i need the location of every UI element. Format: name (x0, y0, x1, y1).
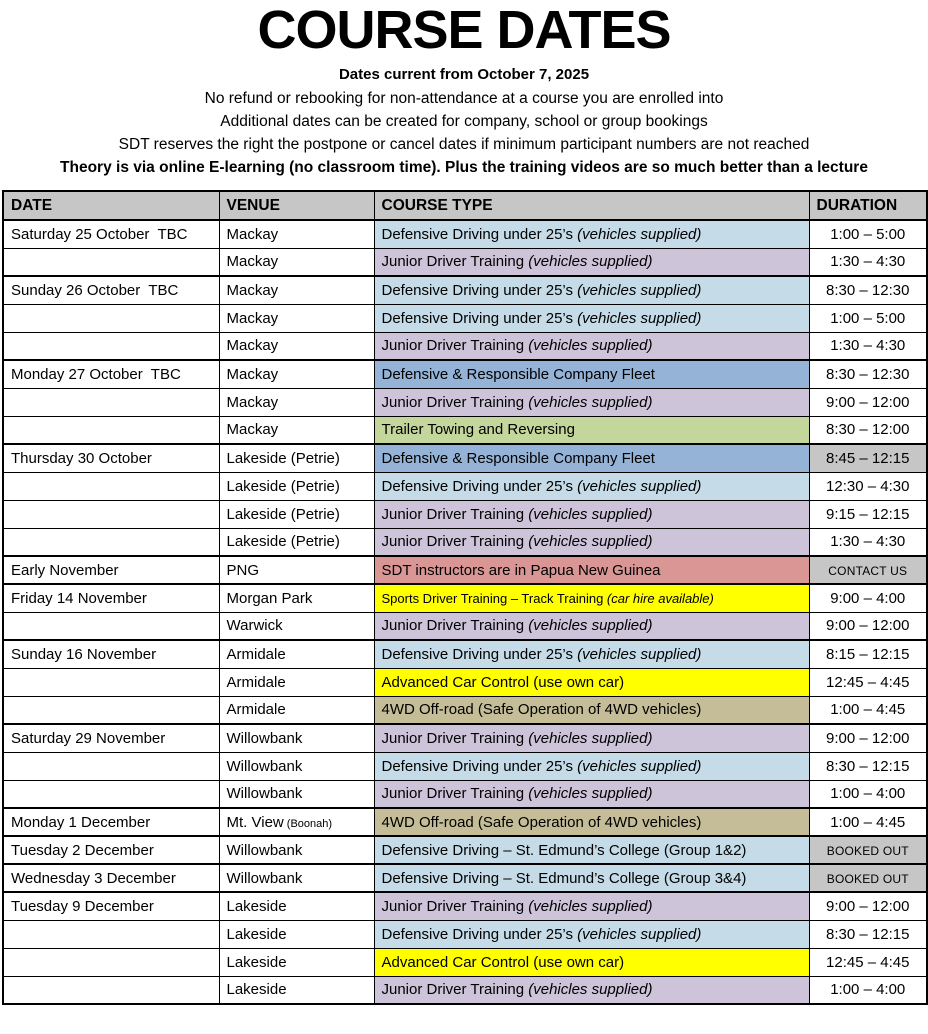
table-row (3, 360, 927, 388)
table-row (3, 864, 927, 892)
course-type-italic-text: (vehicles supplied) (573, 281, 702, 299)
course-type-text: Defensive Driving under 25’s (381, 477, 573, 495)
duration-text: BOOKED OUT (826, 843, 909, 858)
course-type-text: 4WD Off-road (Safe Operation of 4WD vehicles) (381, 701, 702, 719)
course-type-text: Junior Driver Training (381, 617, 525, 635)
course-type-text: Junior Driver Training (381, 505, 525, 523)
course-type-text: Defensive & Responsible Company Fleet (381, 365, 655, 383)
duration-text: 12:45 – 4:45 (826, 953, 910, 971)
course-type-cell (374, 276, 809, 304)
course-type-italic-text: (car hire available) (603, 590, 714, 606)
course-type-italic-text: (vehicles supplied) (524, 617, 653, 635)
table-row (3, 892, 927, 920)
duration-cell (809, 248, 927, 276)
duration-cell (809, 640, 927, 668)
venue-text: Mackay (226, 393, 279, 411)
table-row (3, 752, 927, 780)
duration-cell (809, 780, 927, 808)
course-type-cell (374, 724, 809, 752)
duration-cell (809, 304, 927, 332)
course-type-italic-text: (vehicles supplied) (573, 925, 702, 943)
venue-text: Lakeside (Petrie) (226, 449, 340, 467)
course-type-cell (374, 696, 809, 724)
venue-cell (219, 248, 374, 276)
note-additional-dates: Additional dates can be created for company, school or group bookings (220, 113, 708, 130)
venue-text: Mackay (226, 365, 279, 383)
table-row (3, 640, 927, 668)
venue-cell (219, 836, 374, 864)
course-type-cell (374, 528, 809, 556)
venue-text: Willowbank (226, 757, 303, 775)
date-cell (3, 780, 219, 808)
duration-text: 9:00 – 4:00 (830, 589, 906, 607)
date-text: Monday 1 December (11, 813, 151, 831)
date-cell (3, 332, 219, 360)
table-row (3, 220, 927, 248)
venue-text: Lakeside (226, 925, 287, 943)
duration-cell (809, 612, 927, 640)
date-cell (3, 528, 219, 556)
effective-date-line: Dates current from October 7, 2025 (338, 66, 590, 83)
venue-cell (219, 416, 374, 444)
course-type-cell (374, 220, 809, 248)
venue-cell (219, 220, 374, 248)
course-type-italic-text: (vehicles supplied) (524, 393, 653, 411)
table-header (3, 191, 927, 220)
date-text: Tuesday 2 December (11, 841, 154, 859)
date-text: Saturday 29 November (11, 729, 166, 747)
venue-text: Armidale (226, 673, 286, 691)
venue-cell (219, 864, 374, 892)
duration-text: BOOKED OUT (826, 871, 909, 886)
course-type-text: Junior Driver Training (381, 533, 525, 551)
duration-cell (809, 528, 927, 556)
duration-cell (809, 556, 927, 584)
duration-text: 1:30 – 4:30 (830, 253, 906, 271)
venue-text: Mackay (226, 337, 279, 355)
course-type-cell (374, 416, 809, 444)
table-row (3, 248, 927, 276)
duration-cell (809, 864, 927, 892)
venue-cell (219, 584, 374, 612)
venue-text: Warwick (226, 617, 283, 635)
date-cell (3, 444, 219, 472)
venue-cell (219, 276, 374, 304)
date-cell (3, 220, 219, 248)
course-type-text: Defensive Driving under 25’s (381, 281, 573, 299)
column-header-duration: DURATION (809, 191, 927, 220)
course-type-italic-text: (vehicles supplied) (524, 505, 653, 523)
course-type-cell (374, 976, 809, 1004)
duration-cell (809, 584, 927, 612)
date-cell (3, 416, 219, 444)
course-type-cell (374, 836, 809, 864)
venue-cell (219, 668, 374, 696)
duration-text: CONTACT US (828, 563, 908, 578)
duration-cell (809, 220, 927, 248)
date-cell (3, 556, 219, 584)
duration-text: 1:30 – 4:30 (830, 533, 906, 551)
date-text: Friday 14 November (11, 589, 147, 607)
venue-cell (219, 556, 374, 584)
duration-text: 8:15 – 12:15 (826, 645, 910, 663)
table-row (3, 500, 927, 528)
venue-cell (219, 444, 374, 472)
duration-text: 1:00 – 5:00 (830, 225, 906, 243)
course-type-cell (374, 304, 809, 332)
table-row (3, 304, 927, 332)
duration-text: 1:00 – 5:00 (830, 309, 906, 327)
course-type-text: Defensive Driving under 25’s (381, 757, 573, 775)
date-text: Sunday 16 November (11, 645, 157, 663)
duration-cell (809, 388, 927, 416)
duration-cell (809, 892, 927, 920)
course-type-text: Junior Driver Training (381, 253, 525, 271)
venue-text: Willowbank (226, 869, 303, 887)
duration-cell (809, 360, 927, 388)
course-type-cell (374, 920, 809, 948)
table-body (3, 220, 927, 1004)
page-header (0, 0, 928, 179)
venue-text: Mt. View (226, 813, 284, 831)
venue-text: Mackay (226, 421, 279, 439)
date-text: Saturday 25 October TBC (11, 225, 188, 243)
course-type-italic-text: (vehicles supplied) (524, 533, 653, 551)
venue-text: Lakeside (Petrie) (226, 533, 340, 551)
course-type-text: Trailer Towing and Reversing (381, 421, 575, 439)
course-dates-table (2, 190, 928, 1005)
venue-text: Lakeside (226, 897, 287, 915)
duration-text: 12:45 – 4:45 (826, 673, 910, 691)
date-text: Monday 27 October TBC (11, 365, 181, 383)
venue-cell (219, 976, 374, 1004)
course-type-text: Defensive & Responsible Company Fleet (381, 449, 655, 467)
duration-text: 9:00 – 12:00 (826, 617, 910, 635)
duration-text: 12:30 – 4:30 (826, 477, 910, 495)
duration-cell (809, 668, 927, 696)
date-cell (3, 640, 219, 668)
page-title: COURSE DATES (257, 0, 671, 60)
duration-text: 8:30 – 12:15 (826, 925, 910, 943)
venue-cell (219, 948, 374, 976)
table-row (3, 332, 927, 360)
venue-cell (219, 920, 374, 948)
duration-text: 1:00 – 4:00 (830, 785, 906, 803)
course-type-cell (374, 612, 809, 640)
venue-cell (219, 360, 374, 388)
venue-text: Lakeside (Petrie) (226, 505, 340, 523)
duration-text: 1:00 – 4:45 (830, 813, 906, 831)
course-type-text: Defensive Driving under 25’s (381, 645, 573, 663)
venue-text: Armidale (226, 645, 286, 663)
course-type-text: Defensive Driving under 25’s (381, 225, 573, 243)
course-type-italic-text: (vehicles supplied) (524, 897, 653, 915)
table-row (3, 556, 927, 584)
table-row (3, 780, 927, 808)
table-row (3, 920, 927, 948)
date-cell (3, 696, 219, 724)
course-type-cell (374, 248, 809, 276)
duration-cell (809, 948, 927, 976)
table-row (3, 724, 927, 752)
course-type-text: Defensive Driving under 25’s (381, 309, 573, 327)
table-row (3, 388, 927, 416)
table-row (3, 444, 927, 472)
duration-cell (809, 920, 927, 948)
course-type-text: Defensive Driving – St. Edmund’s College (Group 1&2) (381, 841, 747, 859)
duration-cell (809, 976, 927, 1004)
duration-text: 1:00 – 4:45 (830, 701, 906, 719)
duration-cell (809, 696, 927, 724)
course-type-italic-text: (vehicles supplied) (524, 785, 653, 803)
course-type-cell (374, 388, 809, 416)
venue-note-text: (Boonah) (283, 817, 333, 830)
duration-text: 8:30 – 12:30 (826, 365, 910, 383)
venue-cell (219, 304, 374, 332)
course-type-text: Defensive Driving under 25’s (381, 925, 573, 943)
course-type-text: Junior Driver Training (381, 785, 525, 803)
table-row (3, 836, 927, 864)
course-type-text: Junior Driver Training (381, 897, 525, 915)
table-row (3, 948, 927, 976)
date-cell (3, 892, 219, 920)
course-type-text: Advanced Car Control (use own car) (381, 953, 625, 971)
venue-cell (219, 528, 374, 556)
course-type-cell (374, 584, 809, 612)
course-type-text: Sports Driver Training – Track Training (381, 590, 604, 606)
course-type-cell (374, 808, 809, 836)
venue-text: Mackay (226, 225, 279, 243)
duration-cell (809, 500, 927, 528)
date-cell (3, 248, 219, 276)
course-type-cell (374, 332, 809, 360)
course-type-cell (374, 948, 809, 976)
duration-text: 9:00 – 12:00 (826, 897, 910, 915)
venue-cell (219, 724, 374, 752)
venue-text: Lakeside (Petrie) (226, 477, 340, 495)
duration-cell (809, 836, 927, 864)
date-cell (3, 276, 219, 304)
note-theory-elearning: Theory is via online E-learning (no classroom time). Plus the training videos are so much better than a lecture (60, 159, 868, 176)
date-cell (3, 360, 219, 388)
column-header-course-type: COURSE TYPE (374, 191, 809, 220)
date-cell (3, 836, 219, 864)
date-cell (3, 584, 219, 612)
course-type-cell (374, 444, 809, 472)
course-type-cell (374, 892, 809, 920)
column-header-venue: VENUE (219, 191, 374, 220)
venue-text: Lakeside (226, 981, 287, 999)
course-type-text: Junior Driver Training (381, 729, 525, 747)
course-type-italic-text: (vehicles supplied) (573, 757, 702, 775)
course-type-text: 4WD Off-road (Safe Operation of 4WD vehicles) (381, 813, 702, 831)
course-type-italic-text: (vehicles supplied) (524, 729, 653, 747)
date-cell (3, 388, 219, 416)
venue-text: Willowbank (226, 841, 303, 859)
date-cell (3, 920, 219, 948)
venue-text: Mackay (226, 253, 279, 271)
duration-cell (809, 752, 927, 780)
venue-text: PNG (226, 561, 260, 579)
table-row (3, 668, 927, 696)
duration-text: 1:30 – 4:30 (830, 337, 906, 355)
duration-text: 8:30 – 12:15 (826, 757, 910, 775)
note-no-refund: No refund or rebooking for non-attendance at a course you are enrolled into (204, 90, 724, 107)
course-type-text: Junior Driver Training (381, 393, 525, 411)
course-type-cell (374, 752, 809, 780)
course-type-italic-text: (vehicles supplied) (524, 253, 653, 271)
duration-text: 8:30 – 12:00 (826, 421, 910, 439)
table-row (3, 696, 927, 724)
date-text: Tuesday 9 December (11, 897, 154, 915)
venue-cell (219, 332, 374, 360)
venue-cell (219, 892, 374, 920)
duration-text: 9:00 – 12:00 (826, 729, 910, 747)
venue-cell (219, 752, 374, 780)
duration-cell (809, 808, 927, 836)
date-cell (3, 500, 219, 528)
venue-text: Armidale (226, 701, 286, 719)
course-type-italic-text: (vehicles supplied) (524, 337, 653, 355)
course-type-text: Junior Driver Training (381, 337, 525, 355)
course-type-italic-text: (vehicles supplied) (573, 309, 702, 327)
course-type-cell (374, 360, 809, 388)
duration-text: 1:00 – 4:00 (830, 981, 906, 999)
date-cell (3, 976, 219, 1004)
course-type-cell (374, 472, 809, 500)
date-cell (3, 864, 219, 892)
date-text: Thursday 30 October (11, 449, 152, 467)
date-cell (3, 724, 219, 752)
duration-cell (809, 472, 927, 500)
course-type-italic-text: (vehicles supplied) (573, 225, 702, 243)
venue-cell (219, 808, 374, 836)
venue-cell (219, 612, 374, 640)
venue-text: Willowbank (226, 785, 303, 803)
date-cell (3, 948, 219, 976)
date-cell (3, 808, 219, 836)
venue-text: Lakeside (226, 953, 287, 971)
venue-text: Mackay (226, 309, 279, 327)
table-header-row (3, 191, 927, 220)
venue-cell (219, 472, 374, 500)
duration-text: 9:00 – 12:00 (826, 393, 910, 411)
course-type-cell (374, 640, 809, 668)
table-row (3, 612, 927, 640)
note-postpone-rights: SDT reserves the right the postpone or cancel dates if minimum participant numbers are not reached (118, 136, 810, 153)
date-cell (3, 668, 219, 696)
column-header-date: DATE (3, 191, 219, 220)
course-type-cell (374, 780, 809, 808)
date-cell (3, 752, 219, 780)
duration-text: 8:45 – 12:15 (826, 449, 910, 467)
table-row (3, 276, 927, 304)
duration-cell (809, 724, 927, 752)
date-cell (3, 472, 219, 500)
venue-cell (219, 500, 374, 528)
duration-text: 9:15 – 12:15 (826, 505, 910, 523)
date-cell (3, 612, 219, 640)
venue-cell (219, 696, 374, 724)
table-row (3, 528, 927, 556)
venue-text: Willowbank (226, 729, 303, 747)
table-row (3, 808, 927, 836)
course-type-text: Defensive Driving – St. Edmund’s College (Group 3&4) (381, 869, 747, 887)
course-type-cell (374, 668, 809, 696)
venue-text: Mackay (226, 281, 279, 299)
venue-cell (219, 640, 374, 668)
course-type-cell (374, 864, 809, 892)
course-type-text: Advanced Car Control (use own car) (381, 673, 625, 691)
duration-cell (809, 332, 927, 360)
course-type-italic-text: (vehicles supplied) (524, 981, 653, 999)
course-type-text: Junior Driver Training (381, 981, 525, 999)
table-row (3, 584, 927, 612)
course-type-italic-text: (vehicles supplied) (573, 477, 702, 495)
table-row (3, 472, 927, 500)
venue-cell (219, 388, 374, 416)
course-type-text: SDT instructors are in Papua New Guinea (381, 561, 661, 579)
date-text: Sunday 26 October TBC (11, 281, 179, 299)
venue-cell (219, 780, 374, 808)
course-type-cell (374, 500, 809, 528)
table-row (3, 976, 927, 1004)
date-text: Early November (11, 561, 119, 579)
course-type-italic-text: (vehicles supplied) (573, 645, 702, 663)
table-row (3, 416, 927, 444)
duration-cell (809, 416, 927, 444)
date-cell (3, 304, 219, 332)
duration-cell (809, 444, 927, 472)
course-type-cell (374, 556, 809, 584)
duration-cell (809, 276, 927, 304)
duration-text: 8:30 – 12:30 (826, 281, 910, 299)
date-text: Wednesday 3 December (11, 869, 176, 887)
venue-text: Morgan Park (226, 589, 313, 607)
